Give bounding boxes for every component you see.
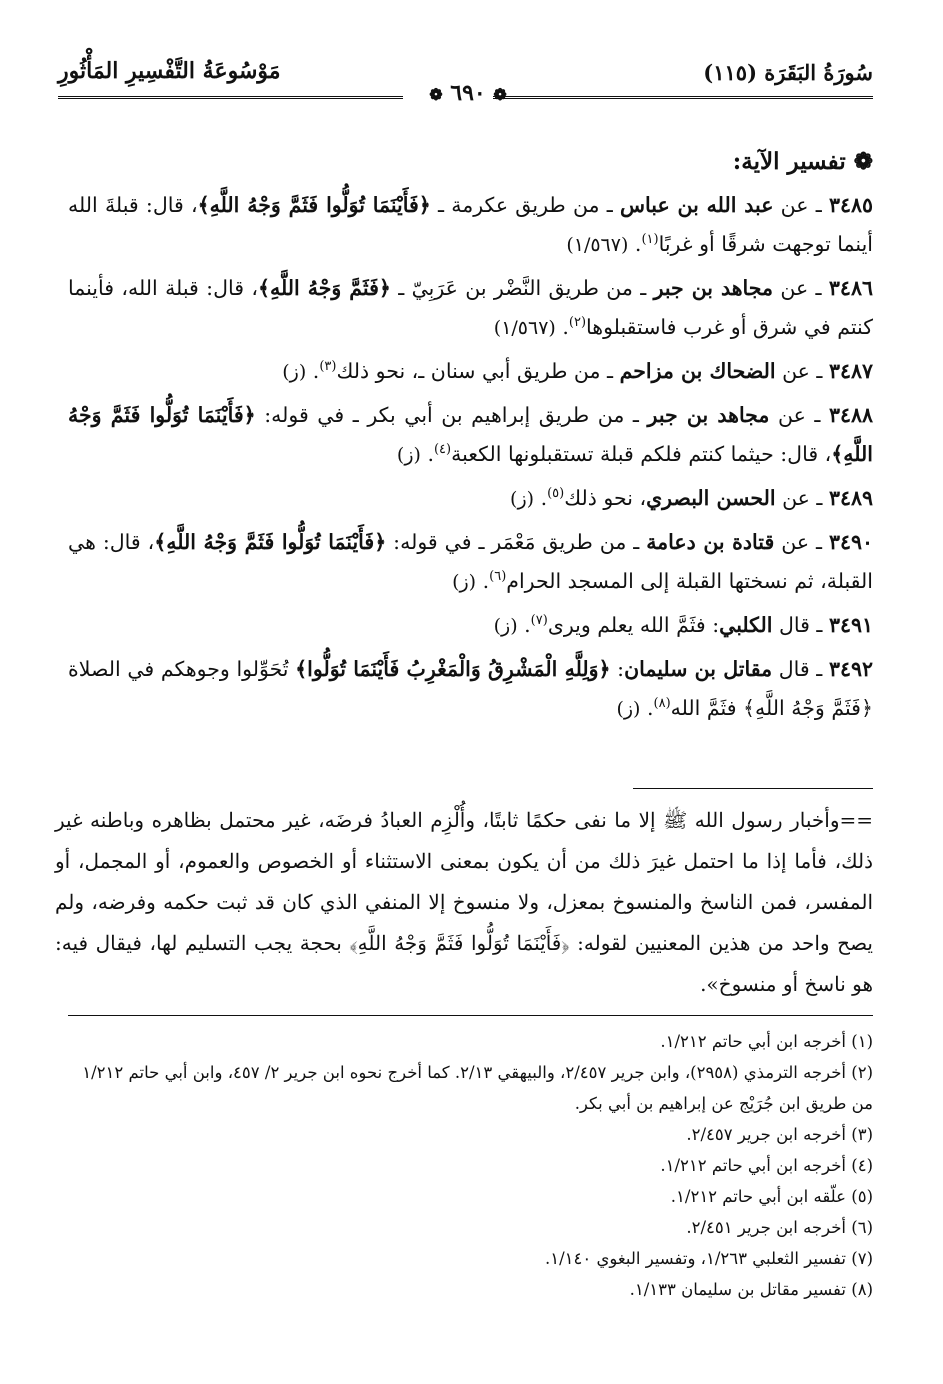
footnote: (٤) أخرجه ابن أبي حاتم ١/٢١٢. [660, 1156, 873, 1175]
footnote: (١) أخرجه ابن أبي حاتم ١/٢١٢. [660, 1032, 873, 1051]
cross-reference: (ز) [616, 698, 641, 720]
narration-list [68, 186, 873, 733]
footnote: (٥) علّقه ابن أبي حاتم ١/٢١٢. [670, 1187, 873, 1206]
quran-verse: ﴿فَأَيْنَمَا تُوَلُّوا فَثَمَّ وَجْهُ اللَّهِ﴾ [68, 403, 873, 466]
narration-entry: ٣٤٩٠ ـ عن قتادة بن دعامة ـ من طريق مَعْمَر ـ في قوله: ﴿فَأَيْنَمَا تُوَلُّوا فَثَمَّ وَجْهُ اللَّهِ﴾، قال: هي القبلة، ثم نسختها القبلة إلى المسجد الحرام$^{(٦)}$. (ز) [68, 530, 873, 593]
cross-reference: (١/٥٦٧) [493, 317, 556, 339]
cross-reference: (ز) [493, 615, 518, 637]
narration-entry: ٣٤٩٢ ـ قال مقاتل بن سليمان: ﴿وَلِلَّهِ الْمَشْرِقُ وَالْمَغْرِبُ فَأَيْنَمَا تُوَلُّوا﴾ تُحَوِّلوا وجوهكم في الصلاة ﴿فَثَمَّ وَجْهُ اللَّهِ﴾ فثَمَّ الله$^{(٨)}$. (ز) [68, 657, 873, 720]
cross-reference: (١/٥٦٧) [566, 234, 629, 256]
header-rule-left [58, 96, 403, 99]
footnote-marker: (٣) [319, 359, 337, 375]
footnote: (٣) أخرجه ابن جرير ٢/٤٥٧. [686, 1125, 873, 1144]
footnote-marker: (٢) [568, 315, 587, 331]
page-number: ❁ ٦٩٠ ❁ [429, 80, 507, 106]
book-title: مَوْسُوعَةُ التَّفْسِيرِ المَأْثُورِ [58, 58, 281, 84]
page-header [58, 52, 873, 106]
footnote-separator [68, 1015, 873, 1016]
narration-entry: ٣٤٨٩ ـ عن الحسن البصري، نحو ذلك$^{(٥)}$. (ز) [510, 486, 873, 510]
continued-footnote: ==وأخبار رسول الله ﷺ إلا ما نفى حكمًا ثابتًا، وأُلْزِم العبادُ فرضَه، غير محتمل بظاهره وباطنه غير ذلك، فأما إذا ما احتمل غيرَ ذلك من أن يكون بمعنى الاستثناء أو الخصوص والعموم، أو المجمل، أو المفسر، فمن الناسخ والمنسوخ بمعزل، ولا منسوخ إلا المنفي الذي كان قد ثبت حكمه وفرضه، ولم يصح واحد من هذين المعنيين لقوله: ﴿فَأَيْنَمَا تُوَلُّوا فَثَمَّ وَجْهُ اللَّهِ﴾ بحجة يجب التسليم لها، فيقال فيه: هو ناسخ أو منسوخ». [55, 808, 873, 996]
surah-header: سُورَةُ البَقَرَة (١١٥) [703, 60, 873, 85]
footnote-marker: (٥) [547, 486, 565, 502]
footnote-marker: (٨) [653, 696, 671, 712]
ornament-icon: ❁ [493, 85, 507, 104]
quran-verse: ﴿فَثَمَّ وَجْهُ اللَّهِ﴾ [258, 276, 391, 300]
quran-verse: ﴿فَأَيْنَمَا تُوَلُّوا فَثَمَّ وَجْهُ اللَّهِ﴾ [154, 530, 387, 554]
footnote-marker: (٤) [433, 442, 452, 458]
narration-entry: ٣٤٨٧ ـ عن الضحاك بن مزاحم ـ من طريق أبي سنان ـ، نحو ذلك$^{(٣)}$. (ز) [282, 359, 873, 383]
section-title: ❁ تفسير الآية: [732, 148, 873, 175]
narration-entry: ٣٤٨٨ ـ عن مجاهد بن جبر ـ من طريق إبراهيم بن أبي بكر ـ في قوله: ﴿فَأَيْنَمَا تُوَلُّوا فَثَمَّ وَجْهُ اللَّهِ﴾، قال: حيثما كنتم فلكم قبلة تستقبلونها الكعبة$^{(٤)}$. (ز) [68, 403, 873, 466]
footnote-marker: (٧) [530, 613, 548, 629]
cross-reference: (ز) [282, 361, 307, 383]
cross-reference: (ز) [452, 571, 477, 593]
quran-verse: ﴿فَأَيْنَمَا تُوَلُّوا فَثَمَّ وَجْهُ اللَّهِ﴾ [197, 193, 431, 217]
footnote-marker: (٦) [489, 569, 507, 585]
ornament-icon: ❁ [429, 85, 443, 104]
footnote-marker: (١) [641, 232, 659, 248]
cross-reference: (ز) [396, 444, 421, 466]
cross-reference: (ز) [510, 488, 535, 510]
footnote: (٦) أخرجه ابن جرير ٢/٤٥١. [686, 1218, 873, 1237]
footnotes [68, 1026, 873, 1305]
narration-entry: ٣٤٨٦ ـ عن مجاهد بن جبر ـ من طريق النَّضْر بن عَرَبِيّ ـ ﴿فَثَمَّ وَجْهُ اللَّهِ﴾، قال: قبلة الله، فأينما كنتم في شرق أو غرب فاستقبلوها$^{(٢)}$. (١/٥٦٧) [68, 276, 873, 339]
header-rule-right [493, 96, 873, 99]
narration-entry: ٣٤٨٥ ـ عن عبد الله بن عباس ـ من طريق عكرمة ـ ﴿فَأَيْنَمَا تُوَلُّوا فَثَمَّ وَجْهُ اللَّهِ﴾، قال: قبلةَ الله أينما توجهت شرقًا أو غربًا$^{(١)}$. (١/٥٦٧) [68, 193, 873, 256]
footnote-separator [633, 788, 873, 789]
footnote: (٧) تفسير الثعلبي ١/٢٦٣، وتفسير البغوي ١/١٤٠. [544, 1249, 873, 1268]
narration-entry: ٣٤٩١ ـ قال الكلبي: فثَمَّ الله يعلم ويرى$^{(٧)}$. (ز) [493, 613, 873, 637]
footnote: (٨) تفسير مقاتل بن سليمان ١/١٣٣. [629, 1280, 873, 1299]
quran-verse: ﴿وَلِلَّهِ الْمَشْرِقُ وَالْمَغْرِبُ فَأَيْنَمَا تُوَلُّوا﴾ [295, 657, 611, 681]
footnote: (٢) أخرجه الترمذي (٢٩٥٨)، وابن جرير ٢/٤٥٧، والبيهقي ٢/١٣. كما أخرج نحوه ابن جرير ٢/ ٤٥٧، وابن أبي حاتم ١/٢١٢ من طريق ابن جُرَيْج عن إبراهيم بن أبي بكر. [82, 1063, 873, 1113]
